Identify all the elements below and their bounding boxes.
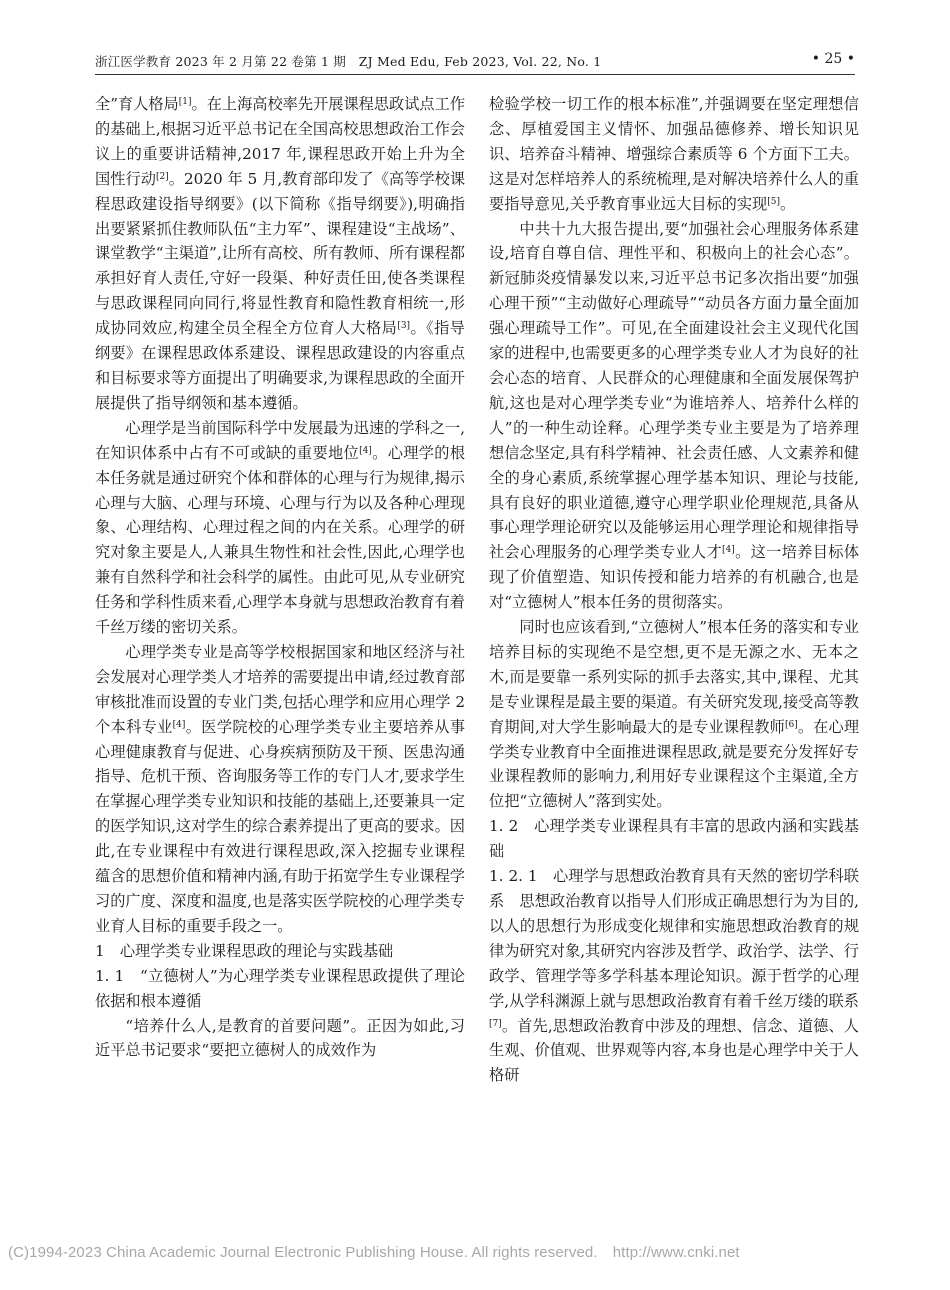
citation[interactable]: [4] (359, 445, 372, 456)
citation[interactable]: [4] (172, 719, 186, 730)
left-column (95, 92, 465, 1063)
right-column (489, 92, 859, 1088)
citation[interactable]: [7] (489, 1018, 502, 1029)
paragraph: 全”育人格局[1]。在上海高校率先开展课程思政试点工作的基础上,根据习近平总书记在全国高校思想政治工作会议上的重要讲话精神,2017 年,课程思政开始上升为全国性行动[2]。2020 年 5 月,教育部印发了《高等学校课程思政建设指导纲要》(以下简称《指导纲要》),明确指出要紧紧抓住教师队伍“主力军”、课程建设“主战场”、课堂教学“主渠道”,让所有高校、所有教师、所有课程都承担好育人责任,守好一段渠、种好责任田,使各类课程与思政课程同向同行,将显性教育和隐性教育相统一,形成协同效应,构建全员全程全方位育人大格局[3]。《指导纲要》在课程思政体系建设、课程思政建设的内容重点和目标要求等方面提出了明确要求,为课程思政的全面开展提供了指导纲领和基本遵循。 (95, 95, 466, 412)
citation[interactable]: [5] (767, 196, 780, 207)
paragraph: 检验学校一切工作的根本标准”,并强调要在坚定理想信念、厚植爱国主义情怀、加强品德修养、增长知识见识、培养奋斗精神、增强综合素质等 6 个方面下工夫。这是对怎样培养人的系统梳理,是对解决培养什么人的重要指导意见,关乎教育事业远大目标的实现[5]。 (489, 95, 859, 213)
journal-citation: 浙江医学教育 2023 年 2 月第 22 卷第 1 期 ZJ Med Edu, Feb 2023, Vol. 22, No. 1 (95, 54, 602, 69)
paragraph: 中共十九大报告提出,要“加强社会心理服务体系建设,培育自尊自信、理性平和、积极向上的社会心态”。新冠肺炎疫情暴发以来,习近平总书记多次指出要“加强心理干预”“主动做好心理疏导”“动员各方面力量全面加强心理疏导工作”。可见,在全面建设社会主义现代化国家的进程中,也需要更多的心理学类专业人才为良好的社会心态的培育、人民群众的心理健康和全面发展保驾护航,这也是对心理学类专业“为谁培养人、培养什么样的人”的一种生动诠释。心理学类专业主要是为了培养理想信念坚定,具有科学精神、社会责任感、人文素养和健全的身心素质,系统掌握心理学基本知识、理论与技能,具有良好的职业道德,遵守心理学职业伦理规范,具备从事心理学理论研究以及能够运用心理学理论和规律指导社会心理服务的心理学类专业人才[4]。这一培养目标体现了价值塑造、知识传授和能力培养的有机融合,也是对“立德树人”根本任务的贯彻落实。 (489, 219, 860, 612)
paragraph: 同时也应该看到,“立德树人”根本任务的落实和专业培养目标的实现绝不是空想,更不是无源之水、无本之木,而是要靠一系列实际的抓手去落实,其中,课程、尤其是专业课程是最主要的渠道。有关研究发现,接受高等教育期间,对大学生影响最大的是专业课程教师[6]。在心理学类专业教育中全面推进课程思政,就是要充分发挥好专业课程教师的影响力,利用好专业课程这个主渠道,全方位把“立德树人”落到实处。 (489, 618, 860, 811)
citation[interactable]: [2] (155, 171, 169, 182)
header-rule (95, 74, 855, 75)
subsection-heading: 1. 1 “立德树人”为心理学类专业课程思政提供了理论依据和根本遵循 (95, 966, 465, 1010)
section-heading: 1 心理学类专业课程思政的理论与实践基础 (95, 941, 394, 960)
running-header (95, 52, 855, 74)
paragraph: 1. 2. 1 心理学与思想政治教育具有天然的密切学科联系 思想政治教育以指导人们形成正确思想行为为目的,以人的思想行为形成变化规律和实施思想政治教育的规律为研究对象,其研究内容涉及哲学、政治学、法学、行政学、管理学等多学科基本理论知识。源于哲学的心理学,从学科渊源上就与思想政治教育有着千丝万缕的联系[7]。首先,思想政治教育中涉及的理想、信念、道德、人生观、价值观、世界观等内容,本身也是心理学中关于人格研 (489, 867, 859, 1085)
page-number: • 25 • (811, 51, 855, 67)
subsection-heading: 1. 2 心理学类专业课程具有丰富的思政内涵和实践基础 (489, 817, 859, 861)
paragraph: “培养什么人,是教育的首要问题”。正因为如此,习近平总书记要求“要把立德树人的成效作为 (95, 1016, 465, 1060)
citation[interactable]: [3] (397, 321, 411, 332)
paragraph: 心理学是当前国际科学中发展最为迅速的学科之一,在知识体系中占有不可或缺的重要地位[4]。心理学的根本任务就是通过研究个体和群体的心理与行为规律,揭示心理与大脑、心理与环境、心理与行为以及各种心理现象、心理结构、心理过程之间的内在关系。心理学的研究对象主要是人,人兼具生物性和社会性,因此,心理学也兼有自然科学和社会科学的属性。由此可见,从专业研究任务和学科性质来看,心理学本身就与思想政治教育有着千丝万缕的密切关系。 (95, 418, 466, 637)
paragraph: 心理学类专业是高等学校根据国家和地区经济与社会发展对心理学类人才培养的需要提出申请,经过教育部审核批准而设置的专业门类,包括心理学和应用心理学 2 个本科专业[4]。医学院校的心理学类专业主要培养从事心理健康教育与促进、心身疾病预防及干预、医患沟通指导、危机干预、咨询服务等工作的专门人才,要求学生在掌握心理学类专业知识和技能的基础上,还要兼具一定的医学知识,这对学生的综合素养提出了更高的要求。因此,在专业课程中有效进行课程思政,深入挖掘专业课程蕴含的思想价值和精神内涵,有助于拓宽学生专业课程学习的广度、深度和温度,也是落实医学院校的心理学类专业育人目标的重要手段之一。 (95, 642, 466, 935)
copyright-footer: (C)1994-2023 China Academic Journal Electronic Publishing House. All rights reserved. http://www.cnki.net (8, 1244, 740, 1261)
citation[interactable]: [6] (784, 719, 798, 730)
citation[interactable]: [1] (178, 97, 192, 107)
citation[interactable]: [4] (722, 545, 735, 556)
